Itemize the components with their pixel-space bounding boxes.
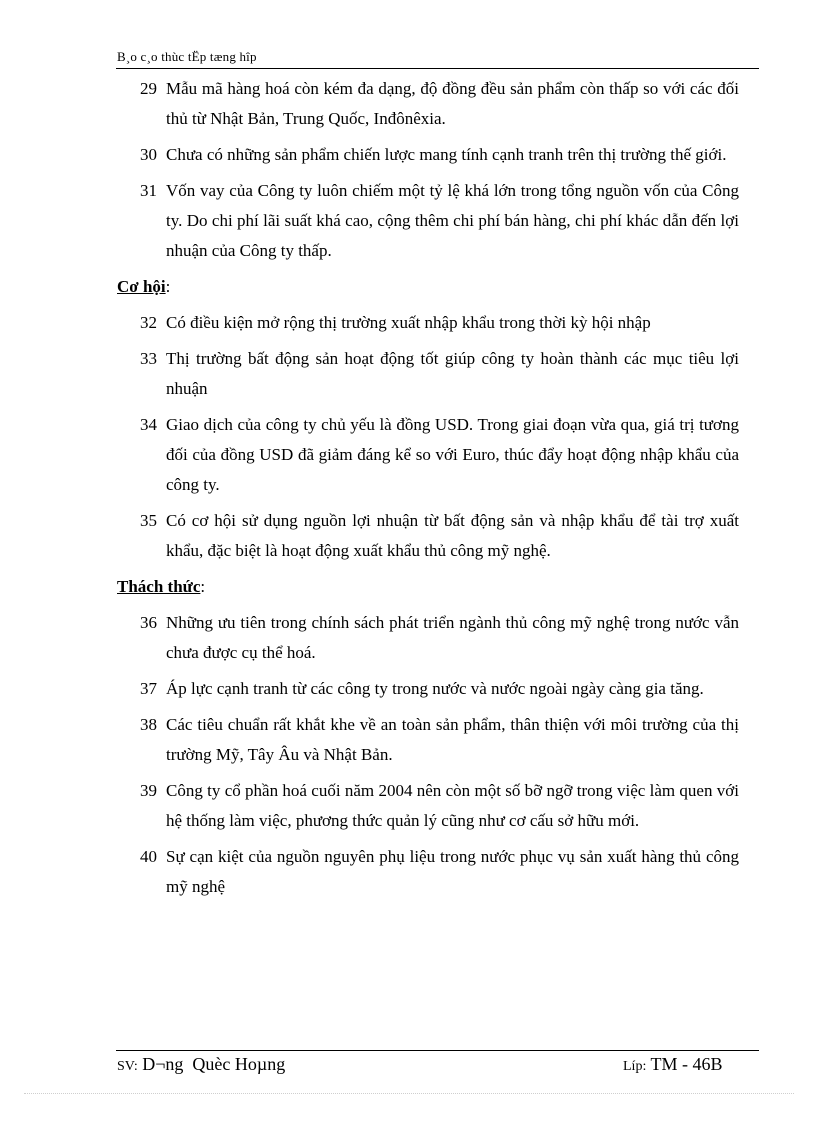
list-item xyxy=(117,842,739,902)
list-item xyxy=(117,74,739,134)
item-text: Sự cạn kiệt của nguồn nguyên phụ liệu trong nước phục vụ sản xuất hàng thủ công mỹ nghệ xyxy=(166,847,739,896)
list-item xyxy=(117,410,739,500)
item-text: Chưa có những sản phẩm chiến lược mang tính cạnh tranh trên thị trường thế giới. xyxy=(166,145,727,164)
item-text: Mẫu mã hàng hoá còn kém đa dạng, độ đồng đều sản phẩm còn thấp so với các đối thủ từ Nhật Bản, Trung Quốc, Inđônêxia. xyxy=(166,79,739,128)
item-text: Có cơ hội sử dụng nguồn lợi nhuận từ bất động sản và nhập khẩu để tài trợ xuất khẩu, đặc biệt là hoạt động xuất khẩu thủ công mỹ nghệ. xyxy=(166,511,739,560)
item-number: 32 xyxy=(140,313,157,332)
list-item xyxy=(117,608,739,668)
list-item xyxy=(117,776,739,836)
list-item xyxy=(117,140,739,170)
list-item xyxy=(117,710,739,770)
list-item xyxy=(117,674,739,704)
footer-rule xyxy=(116,1050,759,1051)
page-content xyxy=(117,72,739,902)
item-number: 30 xyxy=(140,145,157,164)
page-bottom-border xyxy=(24,1093,794,1094)
item-text: Các tiêu chuẩn rất khắt khe về an toàn sản phẩm, thân thiện với môi trường của thị trường Mỹ, Tây Âu và Nhật Bản. xyxy=(166,715,739,764)
footer-student xyxy=(117,1054,285,1075)
item-text: Những ưu tiên trong chính sách phát triển ngành thủ công mỹ nghệ trong nước vẫn chưa được cụ thể hoá. xyxy=(166,613,739,662)
item-number: 40 xyxy=(140,847,157,866)
footer-class-prefix: Líp: xyxy=(623,1059,647,1074)
list-item xyxy=(117,308,739,338)
item-number: 31 xyxy=(140,181,157,200)
threat-list xyxy=(117,608,739,902)
list-item xyxy=(117,176,739,266)
page-header: B¸o c¸o thùc tËp tæng hîp xyxy=(117,49,257,64)
footer-class xyxy=(623,1054,723,1075)
footer-class-name: TM - 46B xyxy=(650,1054,723,1074)
section-label: Thách thức xyxy=(117,577,201,596)
item-number: 36 xyxy=(140,613,157,632)
item-text: Thị trường bất động sản hoạt động tốt giúp công ty hoàn thành các mục tiêu lợi nhuận xyxy=(166,349,739,398)
item-text: Giao dịch của công ty chủ yếu là đồng USD. Trong giai đoạn vừa qua, giá trị tương đối của đồng USD đã giảm đáng kể so với Euro, thúc đẩy hoạt động nhập khẩu của công ty. xyxy=(166,415,739,494)
list-item xyxy=(117,506,739,566)
section-colon: : xyxy=(200,577,206,596)
section-heading-opportunities xyxy=(117,272,739,302)
item-number: 39 xyxy=(140,781,157,800)
item-text: Có điều kiện mở rộng thị trường xuất nhập khẩu trong thời kỳ hội nhập xyxy=(166,313,651,332)
item-number: 29 xyxy=(140,79,157,98)
item-number: 37 xyxy=(140,679,157,698)
item-number: 38 xyxy=(140,715,157,734)
item-text: Công ty cổ phần hoá cuối năm 2004 nên còn một số bỡ ngỡ trong việc làm quen với hệ thống làm việc, phương thức quản lý cũng như cơ cấu sở hữu mới. xyxy=(166,781,739,830)
item-number: 35 xyxy=(140,511,157,530)
section-heading-threats xyxy=(117,572,739,602)
section-colon: : xyxy=(165,277,171,296)
item-text: Áp lực cạnh tranh từ các công ty trong nước và nước ngoài ngày càng gia tăng. xyxy=(166,679,704,698)
footer-sv-prefix: SV: xyxy=(117,1059,138,1074)
opportunity-list xyxy=(117,308,739,566)
list-item xyxy=(117,344,739,404)
item-number: 33 xyxy=(140,349,157,368)
weakness-list xyxy=(117,74,739,266)
section-label: Cơ hội xyxy=(117,277,166,296)
footer-student-name: D¬ng Quèc Hoµng xyxy=(142,1054,286,1074)
item-text: Vốn vay của Công ty luôn chiếm một tỷ lệ khá lớn trong tổng nguồn vốn của Công ty. Do chi phí lãi suất khá cao, cộng thêm chi phí bán hàng, chi phí khác dẫn đến lợi nhuận của Công ty thấp. xyxy=(166,181,739,260)
item-number: 34 xyxy=(140,415,157,434)
header-rule xyxy=(116,68,759,69)
